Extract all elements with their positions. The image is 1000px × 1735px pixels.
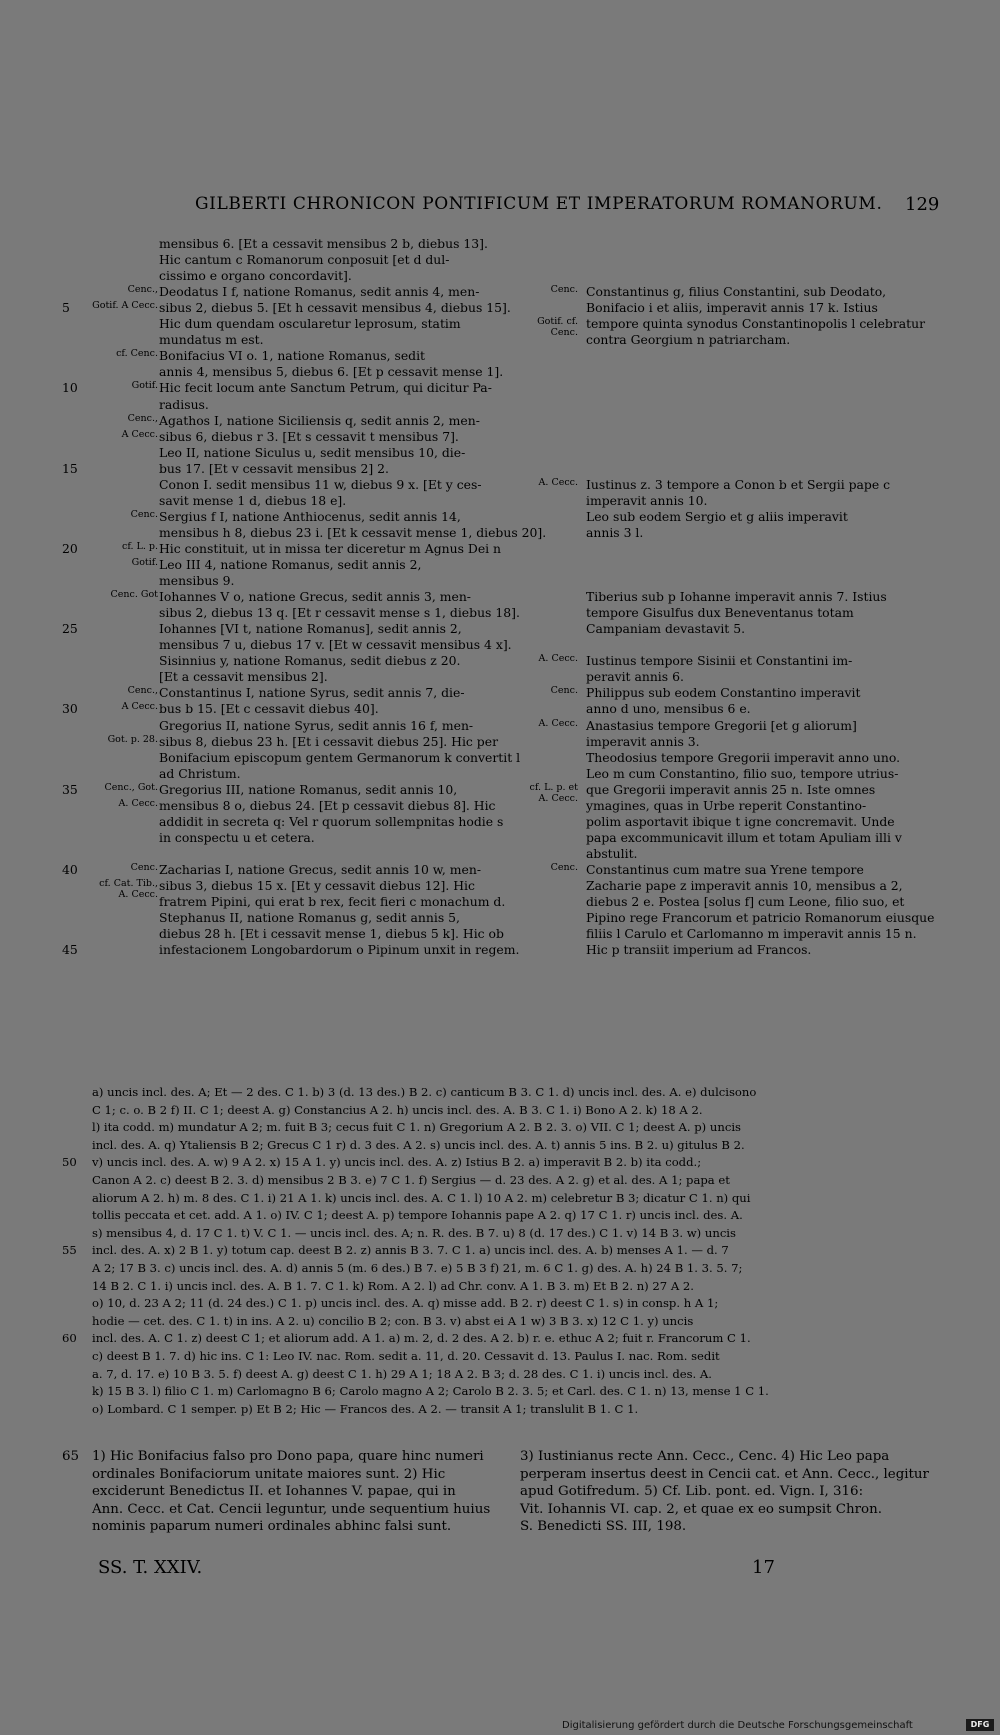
line-number: 35	[62, 781, 78, 797]
text-right: polim asportavit ibique t igne concremavit. Unde	[586, 813, 895, 829]
text-left: Gregorius II, natione Syrus, sedit annis 16 f, men-	[159, 717, 474, 733]
note-text: hodie — cet. des. C 1. t) in ins. A 2. u) concilio B 2; con. B 3. v) abst ei A 1 w) 3 B 3. x) 12 C 1. y) uncis	[92, 1313, 694, 1328]
footnote-text: ordinales Bonifaciorum unitate maiores sunt. 2) Hic	[92, 1466, 446, 1482]
text-left: bus 17. [Et v cessavit mensibus 2] 2.	[159, 460, 389, 476]
note-line	[92, 1190, 937, 1208]
note-line	[92, 1119, 937, 1137]
line-number: 60	[62, 1331, 77, 1346]
note-line	[92, 1401, 937, 1419]
margin-source-left: Got. p. 28.	[107, 733, 158, 745]
signature-mark: SS. T. XXIV.	[98, 1557, 203, 1578]
note-line	[92, 1278, 937, 1296]
margin-source-left: A Cecc.	[121, 428, 158, 440]
margin-source-right: Gotif. cf. Cenc.	[537, 316, 578, 339]
margin-source-left: Cenc.,	[127, 412, 158, 424]
text-right: Philippus sub eodem Constantino imperavit	[586, 685, 861, 701]
text-left: ad Christum.	[159, 765, 241, 781]
note-text: k) 15 B 3. l) filio C 1. m) Carlomagno B 6; Carolo magno A 2; Carolo B 2. 3. 5; et Carl. des. C 1. n) 13, mense 1 C 1.	[92, 1384, 769, 1399]
margin-source-right: Cenc.	[550, 284, 578, 296]
margin-source-left: Cenc., Got.	[104, 781, 158, 793]
margin-source-left: Gotif. A Cecc.	[92, 300, 158, 312]
note-text: aliorum A 2. h) m. 8 des. C 1. i) 21 A 1. k) uncis incl. des. A. C 1. l) 10 A 2. m) celebretur B 3; dicatur C 1. n) qui	[92, 1190, 751, 1205]
apparatus-notes	[62, 1084, 937, 1418]
text-left: Stephanus II, natione Romanus g, sedit annis 5,	[159, 910, 460, 926]
footnote-line: Vit. Iohannis VI. cap. 2, et quae ex eo sumpsit Chron.	[520, 1501, 882, 1517]
footnote-text: nominis paparum numeri ordinales abhinc falsi sunt.	[92, 1519, 452, 1534]
text-right: annis 3 l.	[586, 524, 644, 540]
text-left: sibus 2, diebus 13 q. [Et r cessavit mense s 1, diebus 18].	[159, 605, 520, 621]
text-left: addidit in secreta q: Vel r quorum sollempnitas hodie s	[159, 813, 504, 829]
margin-source-right: A. Cecc.	[538, 653, 578, 665]
footnote-text: Ann. Cecc. et Cat. Cencii leguntur, unde sequentium huius	[92, 1501, 491, 1517]
text-right: papa excommunicavit illum et totam Apuliam illi v	[586, 829, 902, 845]
margin-source-left: Cenc.	[130, 861, 158, 873]
line-number: 55	[62, 1243, 77, 1258]
text-left: Constantinus I, natione Syrus, sedit annis 7, die-	[159, 685, 465, 701]
dfg-logo: DFG	[966, 1719, 994, 1731]
text-left: fratrem Pipini, qui erat b rex, fecit fieri c monachum d.	[159, 894, 506, 910]
text-left: Gregorius III, natione Romanus, sedit annis 10,	[159, 781, 458, 797]
line-number: 5	[62, 300, 70, 316]
text-right: Hic p transiit imperium ad Francos.	[586, 942, 812, 958]
text-left: sibus 8, diebus 23 h. [Et i cessavit diebus 25]. Hic per	[159, 733, 498, 749]
margin-source-left: Cenc.,	[127, 685, 158, 697]
text-right: ymagines, quas in Urbe reperit Constantino-	[586, 797, 867, 813]
note-text: l) ita codd. m) mundatur A 2; m. fuit B 3; cecus fuit C 1. n) Gregorium A 2. B 2. 3. o) VII. C 1; deest A. p) uncis	[92, 1120, 741, 1135]
text-right: abstulit.	[586, 845, 638, 861]
text-right: Leo m cum Constantino, filio suo, tempore utrius-	[586, 765, 899, 781]
footnote-line: apud Gotifredum. 5) Cf. Lib. pont. ed. Vign. I, 316:	[520, 1484, 864, 1499]
text-left: sibus 2, diebus 5. [Et h cessavit mensibus 4, diebus 15].	[159, 300, 511, 316]
line-number: 45	[62, 942, 78, 958]
text-right: Zacharie pape z imperavit annis 10, mensibus a 2,	[586, 878, 903, 893]
text-left: mensibus 8 o, diebus 24. [Et p cessavit diebus 8]. Hic	[159, 797, 496, 813]
text-left: Bonifacius VI o. 1, natione Romanus, sedit	[159, 348, 426, 364]
footnote-text: 1) Hic Bonifacius falso pro Dono papa, quare hinc numeri	[92, 1449, 484, 1464]
note-line	[92, 1295, 937, 1313]
sheet-number: 17	[752, 1557, 775, 1578]
note-line	[92, 1313, 937, 1331]
note-line	[92, 1102, 937, 1120]
text-left: Hic constituit, ut in missa ter diceretur m Agnus Dei n	[159, 540, 502, 556]
note-line	[92, 1383, 937, 1401]
line-number: 30	[62, 701, 78, 717]
margin-source-left: Gotif.	[131, 380, 158, 392]
margin-source-left: Cenc.,	[127, 284, 158, 296]
text-right: Constantinus g, filius Constantini, sub Deodato,	[586, 284, 887, 300]
text-right: Anastasius tempore Gregorii [et g aliorum]	[586, 717, 857, 733]
note-line	[92, 1348, 937, 1366]
text-left: Agathos I, natione Siciliensis q, sedit annis 2, men-	[159, 412, 480, 428]
text-left: Hic cantum c Romanorum conposuit [et d dul-	[159, 252, 450, 268]
text-left: mensibus 7 u, diebus 17 v. [Et w cessavit mensibus 4 x].	[159, 637, 512, 653]
text-right: Tiberius sub p Iohanne imperavit annis 7. Istius	[586, 589, 887, 605]
text-right: diebus 2 e. Postea [solus f] cum Leone, filio suo, et	[586, 894, 905, 910]
margin-source-left: Cenc. Got	[110, 589, 158, 601]
margin-source-left: cf. Cenc.	[116, 348, 158, 360]
note-line	[92, 1225, 937, 1243]
text-left: mensibus 6. [Et a cessavit mensibus 2 b, diebus 13].	[159, 236, 488, 251]
footnote-line: S. Benedicti SS. III, 198.	[520, 1519, 687, 1534]
text-left: bus b 15. [Et c cessavit diebus 40].	[159, 701, 379, 717]
note-text: a. 7, d. 17. e) 10 B 3. 5. f) deest A. g) deest C 1. h) 29 A 1; 18 A 2. B 3; d. 28 des. C 1. i) uncis incl. des. A.	[92, 1366, 712, 1381]
note-text: a) uncis incl. des. A; Et — 2 des. C 1. b) 3 (d. 13 des.) B 2. c) canticum B 3. C 1. d) uncis incl. des. A. e) dulcisono	[92, 1085, 757, 1099]
text-left: mundatus m est.	[159, 332, 264, 348]
text-left: infestacionem Longobardorum o Pipinum unxit in regem.	[159, 942, 520, 958]
margin-source-left: A. Cecc.	[118, 797, 158, 809]
note-line	[92, 1366, 937, 1384]
note-text: v) uncis incl. des. A. w) 9 A 2. x) 15 A 1. y) uncis incl. des. A. z) Istius B 2. a) imperavit B 2. b) ita codd.;	[92, 1155, 702, 1170]
text-left: mensibus h 8, diebus 23 i. [Et k cessavit mense 1, diebus 20].	[159, 524, 547, 540]
text-left: Hic dum quendam oscularetur leprosum, statim	[159, 316, 461, 332]
text-left: Hic fecit locum ante Sanctum Petrum, qui dicitur Pa-	[159, 380, 492, 396]
footnote-text: exciderunt Benedictus II. et Iohannes V. papae, qui in	[92, 1484, 456, 1499]
line-number: 20	[62, 540, 78, 556]
text-right: Iustinus z. 3 tempore a Conon b et Sergii pape c	[586, 476, 891, 492]
text-right: Constantinus cum matre sua Yrene tempore	[586, 861, 864, 877]
note-text: 14 B 2. C 1. i) uncis incl. des. A. B 1. 7. C 1. k) Rom. A 2. l) ad Chr. conv. A 1. B 3. m) Et B 2. n) 27 A 2.	[92, 1278, 694, 1293]
digitization-credit: Digitalisierung gefördert durch die Deutsche Forschungsgemeinschaft	[562, 1720, 913, 1731]
note-text: incl. des. A. C 1. z) deest C 1; et aliorum add. A 1. a) m. 2, d. 2 des. A 2. b) r. e. ethuc A 2; fuit r. Francorum C 1.	[92, 1331, 751, 1346]
margin-source-left: Cenc.	[130, 508, 158, 520]
margin-source-right: Cenc.	[550, 685, 578, 697]
margin-source-left: Gotif.	[131, 557, 158, 568]
text-left: [Et a cessavit mensibus 2].	[159, 669, 328, 685]
text-right: tempore quinta synodus Constantinopolis l celebratur	[586, 316, 926, 332]
note-text: tollis peccata et cet. add. A 1. o) IV. C 1; deest A. p) tempore Iohannis pape A 2. q) 17 C 1. r) uncis incl. des. A.	[92, 1208, 743, 1223]
note-line	[92, 1172, 937, 1190]
note-text: incl. des. A. q) Ytaliensis B 2; Grecus C 1 r) d. 3 des. A 2. s) uncis incl. des. A. t) annis 5 ins. B 2. u) gitulus B 2.	[92, 1137, 745, 1152]
text-right: Bonifacio i et aliis, imperavit annis 17 k. Istius	[586, 300, 878, 316]
footnote-line	[92, 1501, 522, 1519]
text-left: Iohannes [VI t, natione Romanus], sedit annis 2,	[159, 621, 462, 637]
text-right: Leo sub eodem Sergio et g aliis imperavit	[586, 508, 848, 524]
note-line	[92, 1207, 937, 1225]
text-left: Leo III 4, natione Romanus, sedit annis 2,	[159, 557, 422, 572]
text-left: Leo II, natione Siculus u, sedit mensibus 10, die-	[159, 444, 466, 460]
line-number: 15	[62, 460, 78, 476]
margin-source-right: A. Cecc.	[538, 476, 578, 488]
text-right: tempore Gisulfus dux Beneventanus totam	[586, 605, 854, 621]
text-left: diebus 28 h. [Et i cessavit mense 1, diebus 5 k]. Hic ob	[159, 926, 504, 942]
note-text: c) deest B 1. 7. d) hic ins. C 1: Leo IV. nac. Rom. sedit a. 11, d. 20. Cessavit d. 13. Paulus I. nac. Rom. sedit	[92, 1348, 720, 1363]
note-text: o) Lombard. C 1 semper. p) Et B 2; Hic — Francos des. A 2. — transit A 1; translulit B 1. C 1.	[92, 1401, 639, 1416]
note-text: A 2; 17 B 3. c) uncis incl. des. A. d) annis 5 (m. 6 des.) B 7. e) 5 B 3 f) 21, m. 6 C 1. g) des. A. h) 24 B 1. 3. 5. 7;	[92, 1260, 743, 1275]
text-left: radisus.	[159, 396, 209, 412]
line-number: 65	[62, 1449, 80, 1464]
note-text: o) 10, d. 23 A 2; 11 (d. 24 des.) C 1. p) uncis incl. des. A. q) misse add. B 2. r) deest C 1. s) in consp. h A 1;	[92, 1296, 719, 1311]
note-line	[62, 1154, 937, 1172]
text-left: Bonifacium episcopum gentem Germanorum k convertit l	[159, 749, 521, 765]
note-line	[92, 1260, 937, 1278]
margin-source-right: A. Cecc.	[538, 717, 578, 729]
text-left: savit mense 1 d, diebus 18 e].	[159, 492, 347, 508]
note-line	[62, 1330, 937, 1348]
line-number: 40	[62, 861, 78, 877]
note-text: s) mensibus 4, d. 17 C 1. t) V. C 1. — uncis incl. des. A; n. R. des. B 7. u) 8 (d. 17 des.) C 1. v) 14 B 3. w) uncis	[92, 1225, 736, 1240]
footnote-line	[92, 1466, 522, 1484]
text-right: Theodosius tempore Gregorii imperavit anno uno.	[586, 749, 901, 765]
margin-source-left: cf. Cat. Tib., A. Cecc.	[99, 878, 158, 900]
note-line	[92, 1084, 937, 1102]
text-left: Zacharias I, natione Grecus, sedit annis 10 w, men-	[159, 861, 482, 877]
text-left: Iohannes V o, natione Grecus, sedit annis 3, men-	[159, 589, 471, 605]
text-right: Iustinus tempore Sisinii et Constantini im-	[586, 653, 853, 669]
note-text: Canon A 2. c) deest B 2. 3. d) mensibus 2 B 3. e) 7 C 1. f) Sergius — d. 23 des. A 2. g) et al. des. A 1; papa et	[92, 1172, 730, 1187]
text-left: Conon I. sedit mensibus 11 w, diebus 9 x. [Et y ces-	[159, 476, 482, 492]
text-right: filiis l Carulo et Carlomanno m imperavit annis 15 n.	[586, 926, 917, 942]
line-number: 25	[62, 621, 78, 637]
text-right: contra Georgium n patriarcham.	[586, 332, 791, 348]
text-left: cissimo e organo concordavit].	[159, 268, 352, 284]
text-left: sibus 6, diebus r 3. [Et s cessavit t mensibus 7].	[159, 428, 459, 444]
footnote-line	[92, 1483, 522, 1501]
footnote-line	[62, 1448, 522, 1466]
text-right: peravit annis 6.	[586, 669, 684, 685]
note-line	[62, 1242, 937, 1260]
footnotes-right	[520, 1448, 940, 1536]
page-number: 129	[905, 194, 940, 215]
margin-source-left: cf. L. p.	[122, 540, 158, 552]
text-right: Campaniam devastavit 5.	[586, 621, 746, 637]
text-left: mensibus 9.	[159, 573, 235, 589]
note-text: C 1; c. o. B 2 f) II. C 1; deest A. g) Constancius A 2. h) uncis incl. des. A. B 3. C 1. i) Bono A 2. k) 18 A 2.	[92, 1102, 703, 1117]
note-line	[92, 1137, 937, 1155]
line-number: 10	[62, 380, 78, 396]
footnote-line: 3) Iustinianus recte Ann. Cecc., Cenc. 4) Hic Leo papa	[520, 1449, 890, 1464]
running-head: GILBERTI CHRONICON PONTIFICUM ET IMPERATORUM ROMANORUM.	[195, 194, 883, 214]
text-left: in conspectu u et cetera.	[159, 829, 315, 845]
text-left: Deodatus I f, natione Romanus, sedit annis 4, men-	[159, 284, 480, 300]
text-left: sibus 3, diebus 15 x. [Et y cessavit diebus 12]. Hic	[159, 878, 475, 893]
text-right: Pipino rege Francorum et patricio Romanorum eiusque	[586, 910, 935, 926]
text-right: que Gregorii imperavit annis 25 n. Iste omnes	[586, 781, 876, 797]
text-left: annis 4, mensibus 5, diebus 6. [Et p cessavit mense 1].	[159, 364, 504, 380]
text-left: Sisinnius y, natione Romanus, sedit diebus z 20.	[159, 653, 461, 669]
footnotes-left	[62, 1448, 522, 1536]
text-right: imperavit annis 3.	[586, 733, 700, 749]
margin-source-right: Cenc.	[550, 861, 578, 873]
text-right: anno d uno, mensibus 6 e.	[586, 701, 751, 717]
text-left: Sergius f I, natione Anthiocenus, sedit annis 14,	[159, 508, 461, 524]
note-text: incl. des. A. x) 2 B 1. y) totum cap. deest B 2. z) annis B 3. 7. C 1. a) uncis incl. des. A. b) menses A 1. — d. 7	[92, 1243, 729, 1258]
line-number: 50	[62, 1155, 77, 1170]
margin-source-right: cf. L. p. et A. Cecc.	[529, 781, 578, 804]
footnote-line	[92, 1518, 522, 1536]
footnote-line: perperam insertus deest in Cencii cat. et Ann. Cecc., legitur	[520, 1466, 929, 1482]
margin-source-left: A Cecc.	[121, 701, 158, 713]
text-right: imperavit annis 10.	[586, 492, 708, 508]
